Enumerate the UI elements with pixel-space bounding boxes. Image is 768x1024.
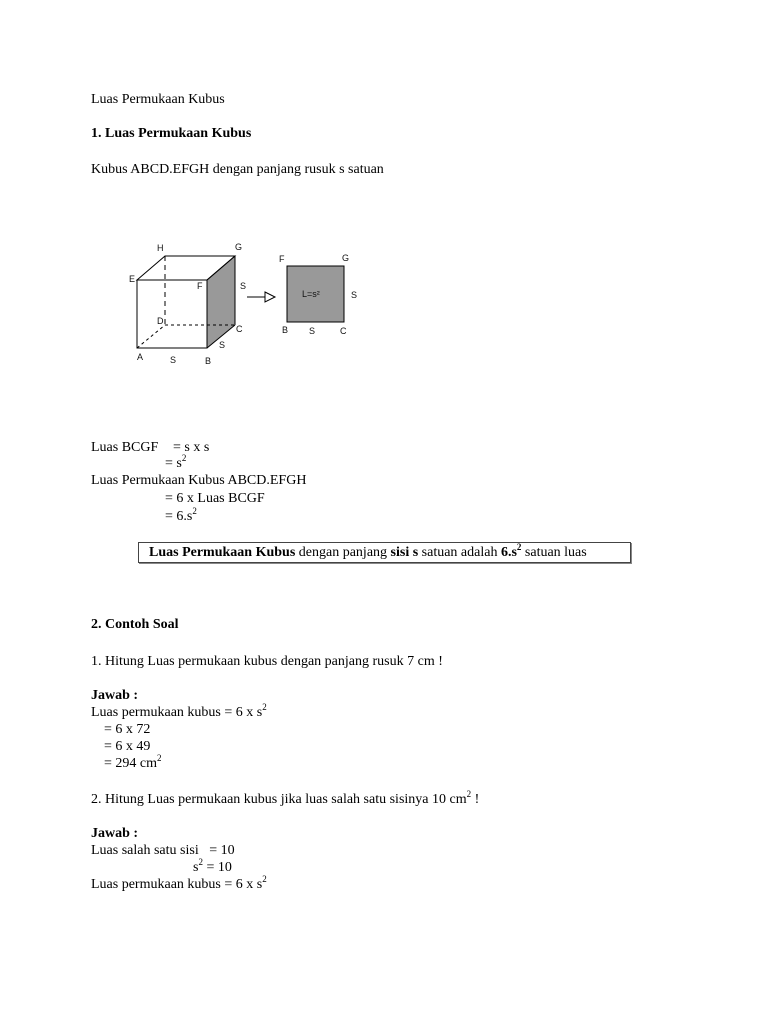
calc-l5-exp: 2 (192, 506, 197, 516)
square-label-right-s: S (351, 290, 358, 300)
q2-l3-base: Luas permukaan kubus = 6 x s (91, 877, 263, 892)
q2-l2-exp: 2 (198, 857, 203, 867)
q1-l1-exp: 2 (262, 702, 267, 712)
q1-line-3: = 6 x 49 (104, 739, 151, 754)
label-bottom-s: S (170, 355, 177, 365)
calc-l1-label: Luas BCGF (91, 440, 159, 455)
label-A: A (137, 352, 144, 362)
square-label-G: G (342, 253, 350, 263)
label-D: D (157, 316, 164, 326)
label-front-s: S (219, 340, 226, 350)
q1-l4-base: = 294 cm (104, 756, 157, 771)
label-H: H (157, 243, 164, 253)
q1-l1-base: Luas permukaan kubus = 6 x s (91, 705, 263, 720)
q1-l4-exp: 2 (157, 753, 162, 763)
cube-figure (125, 238, 365, 373)
section1-heading: 1. Luas Permukaan Kubus (91, 126, 252, 141)
q1-line-2: = 6 x 72 (104, 722, 151, 737)
doc-title: Luas Permukaan Kubus (91, 92, 225, 107)
q2-q-exp: 2 (466, 789, 472, 799)
calc-l2-exp: 2 (181, 453, 187, 463)
intro-text: Kubus ABCD.EFGH dengan panjang rusuk s satuan (91, 162, 384, 177)
calc-line-4: = 6 x Luas BCGF (165, 491, 265, 506)
calc-line-5 (165, 506, 197, 525)
calc-line-1 (91, 440, 210, 456)
calc-l1-expr: = s x s (173, 440, 210, 455)
q2-line-2 (193, 857, 232, 876)
q2-q-base: 2. Hitung Luas permukaan kubus jika luas salah satu sisinya 10 cm (91, 792, 467, 807)
summary-b2: sisi s (390, 545, 419, 560)
calc-line-2 (165, 453, 187, 472)
q1-answer-label: Jawab : (91, 688, 139, 703)
square-label-B: B (282, 325, 289, 335)
calc-l2-base: = s (165, 456, 182, 471)
summary-b3 (500, 542, 522, 560)
q1-question: 1. Hitung Luas permukaan kubus dengan panjang rusuk 7 cm ! (91, 654, 443, 669)
q2-line-3 (91, 874, 267, 893)
q2-line-1: Luas salah satu sisi = 10 (91, 843, 235, 858)
calc-l5-base: = 6.s (165, 509, 193, 524)
label-B: B (205, 356, 212, 366)
square-label-bottom-s: S (309, 326, 316, 336)
summary-t1: dengan panjang (295, 545, 391, 560)
q2-question (91, 789, 480, 808)
q2-l2-rest: = 10 (202, 860, 232, 875)
label-E: E (129, 274, 136, 284)
square-formula: L=s² (302, 289, 320, 299)
label-C: C (236, 324, 243, 334)
q2-answer-label: Jawab : (91, 826, 139, 841)
calc-line-3: Luas Permukaan Kubus ABCD.EFGH (91, 473, 307, 488)
summary-box (138, 542, 631, 563)
q2-l3-exp: 2 (262, 874, 267, 884)
summary-b1: Luas Permukaan Kubus (149, 545, 296, 560)
summary-t2: satuan adalah (418, 545, 501, 560)
label-F: F (197, 281, 203, 291)
arrow-icon (247, 292, 275, 302)
summary-b3-exp: 2 (516, 542, 522, 552)
q2-l2-s: s (193, 860, 199, 875)
q1-line-4 (104, 753, 162, 772)
square-label-C: C (340, 326, 347, 336)
summary-b3-base: 6.s (500, 545, 517, 560)
label-side-s: S (240, 281, 247, 291)
q1-line-1 (91, 702, 267, 721)
label-G: G (235, 242, 243, 252)
square-label-F: F (279, 254, 285, 264)
cube-drawing (137, 256, 235, 348)
section2-heading: 2. Contoh Soal (91, 617, 179, 632)
q2-q-end: ! (471, 792, 480, 807)
summary-t3: satuan luas (521, 545, 587, 560)
